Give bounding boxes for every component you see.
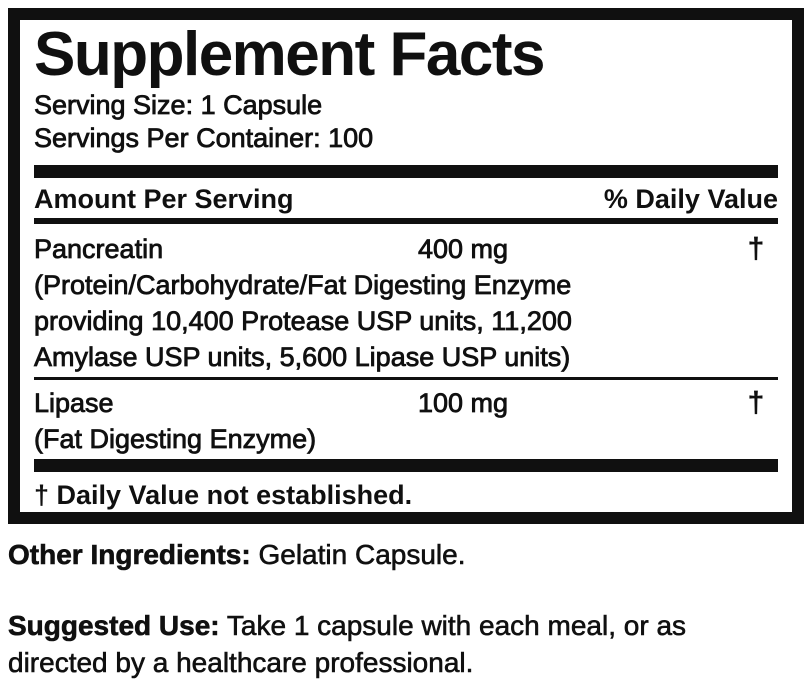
amount-per-serving-header: Amount Per Serving [34,184,294,214]
ingredient-row-main [34,385,778,421]
suggested-use-label: Suggested Use: [8,610,220,641]
ingredient-row-lipase [34,380,778,457]
daily-value-header: % Daily Value [603,184,778,214]
top-thick-divider [34,165,778,178]
ingredient-row-main [34,231,778,267]
ingredient-description-line: (Protein/Carbohydrate/Fat Digesting Enzyme [34,270,572,300]
suggested-use-text [8,607,686,681]
supplement-facts-panel [8,8,804,524]
ingredient-name: Lipase [34,388,114,418]
ingredient-name: Pancreatin [34,234,164,264]
ingredient-amount: 100 mg [418,388,509,418]
ingredient-description [34,267,778,375]
panel-title: Supplement Facts [34,20,544,89]
serving-size-line: Serving Size: 1 Capsule [34,90,323,120]
footnote-thick-divider [34,459,778,472]
other-ingredients-text [8,536,466,573]
daily-value-dagger: † [747,233,764,265]
ingredient-row-pancreatin [34,224,778,377]
suggested-use-line-1: Take 1 capsule with each meal, or as [226,610,687,641]
ingredient-amount: 400 mg [418,234,509,264]
other-ingredients-label: Other Ingredients: [8,539,251,570]
ingredient-description-line: Amylase USP units, 5,600 Lipase USP units) [34,342,571,372]
ingredient-description-line: (Fat Digesting Enzyme) [34,424,317,454]
servings-per-container-line: Servings Per Container: 100 [34,123,374,153]
column-header-row [34,178,778,218]
other-ingredients-value: Gelatin Capsule. [258,539,466,570]
ingredient-description-line: providing 10,400 Protease USP units, 11,200 [34,306,572,336]
ingredient-description [34,421,778,457]
daily-value-dagger: † [747,387,764,419]
suggested-use-line-2: directed by a healthcare professional. [8,647,474,678]
daily-value-footnote: † Daily Value not established. [34,480,413,510]
